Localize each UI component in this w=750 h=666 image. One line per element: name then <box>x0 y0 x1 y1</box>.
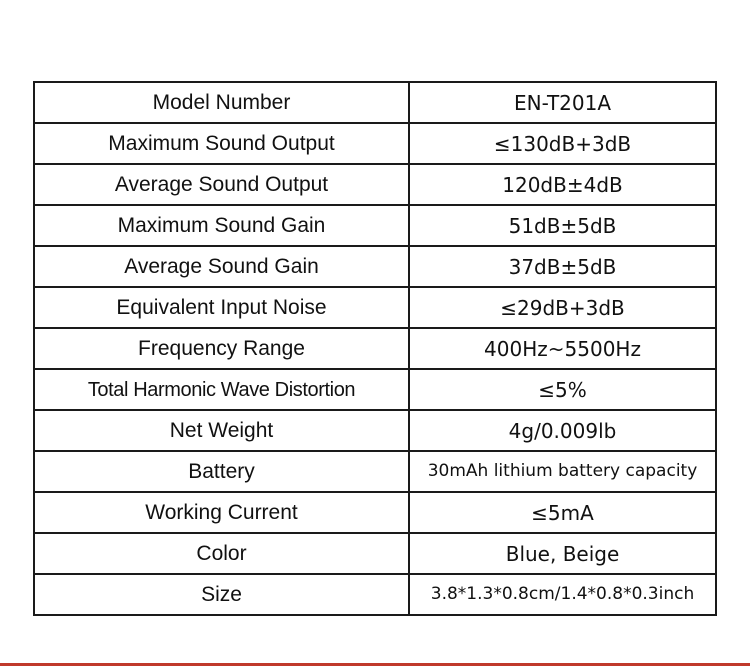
spec-value-average-sound-output: 120dB±4dB <box>409 164 716 205</box>
table-row <box>34 369 716 410</box>
spec-label-frequency-range: Frequency Range <box>34 328 409 369</box>
spec-label-net-weight: Net Weight <box>34 410 409 451</box>
table-row <box>34 82 716 123</box>
table-row <box>34 451 716 492</box>
spec-label-equivalent-input-noise: Equivalent Input Noise <box>34 287 409 328</box>
spec-value-model-number: EN-T201A <box>409 82 716 123</box>
spec-value-total-harmonic-wave-distortion: ≤5% <box>409 369 716 410</box>
spec-value-net-weight: 4g/0.009lb <box>409 410 716 451</box>
table-row <box>34 328 716 369</box>
table-row <box>34 246 716 287</box>
spec-value-battery: 30mAh lithium battery capacity <box>409 451 716 492</box>
spec-label-average-sound-gain: Average Sound Gain <box>34 246 409 287</box>
table-row <box>34 574 716 615</box>
table-row <box>34 492 716 533</box>
spec-label-color: Color <box>34 533 409 574</box>
spec-value-frequency-range: 400Hz~5500Hz <box>409 328 716 369</box>
spec-table <box>33 81 717 616</box>
spec-value-size: 3.8*1.3*0.8cm/1.4*0.8*0.3inch <box>409 574 716 615</box>
spec-value-equivalent-input-noise: ≤29dB+3dB <box>409 287 716 328</box>
spec-label-size: Size <box>34 574 409 615</box>
spec-label-total-harmonic-wave-distortion: Total Harmonic Wave Distortion <box>34 369 409 410</box>
spec-value-average-sound-gain: 37dB±5dB <box>409 246 716 287</box>
spec-table-body <box>34 82 716 615</box>
spec-value-working-current: ≤5mA <box>409 492 716 533</box>
table-row <box>34 533 716 574</box>
spec-value-maximum-sound-gain: 51dB±5dB <box>409 205 716 246</box>
table-row <box>34 164 716 205</box>
table-row <box>34 410 716 451</box>
table-row <box>34 287 716 328</box>
spec-label-battery: Battery <box>34 451 409 492</box>
spec-value-maximum-sound-output: ≤130dB+3dB <box>409 123 716 164</box>
table-row <box>34 123 716 164</box>
spec-label-maximum-sound-output: Maximum Sound Output <box>34 123 409 164</box>
spec-label-model-number: Model Number <box>34 82 409 123</box>
spec-label-average-sound-output: Average Sound Output <box>34 164 409 205</box>
spec-label-working-current: Working Current <box>34 492 409 533</box>
spec-label-maximum-sound-gain: Maximum Sound Gain <box>34 205 409 246</box>
table-row <box>34 205 716 246</box>
spec-value-color: Blue, Beige <box>409 533 716 574</box>
